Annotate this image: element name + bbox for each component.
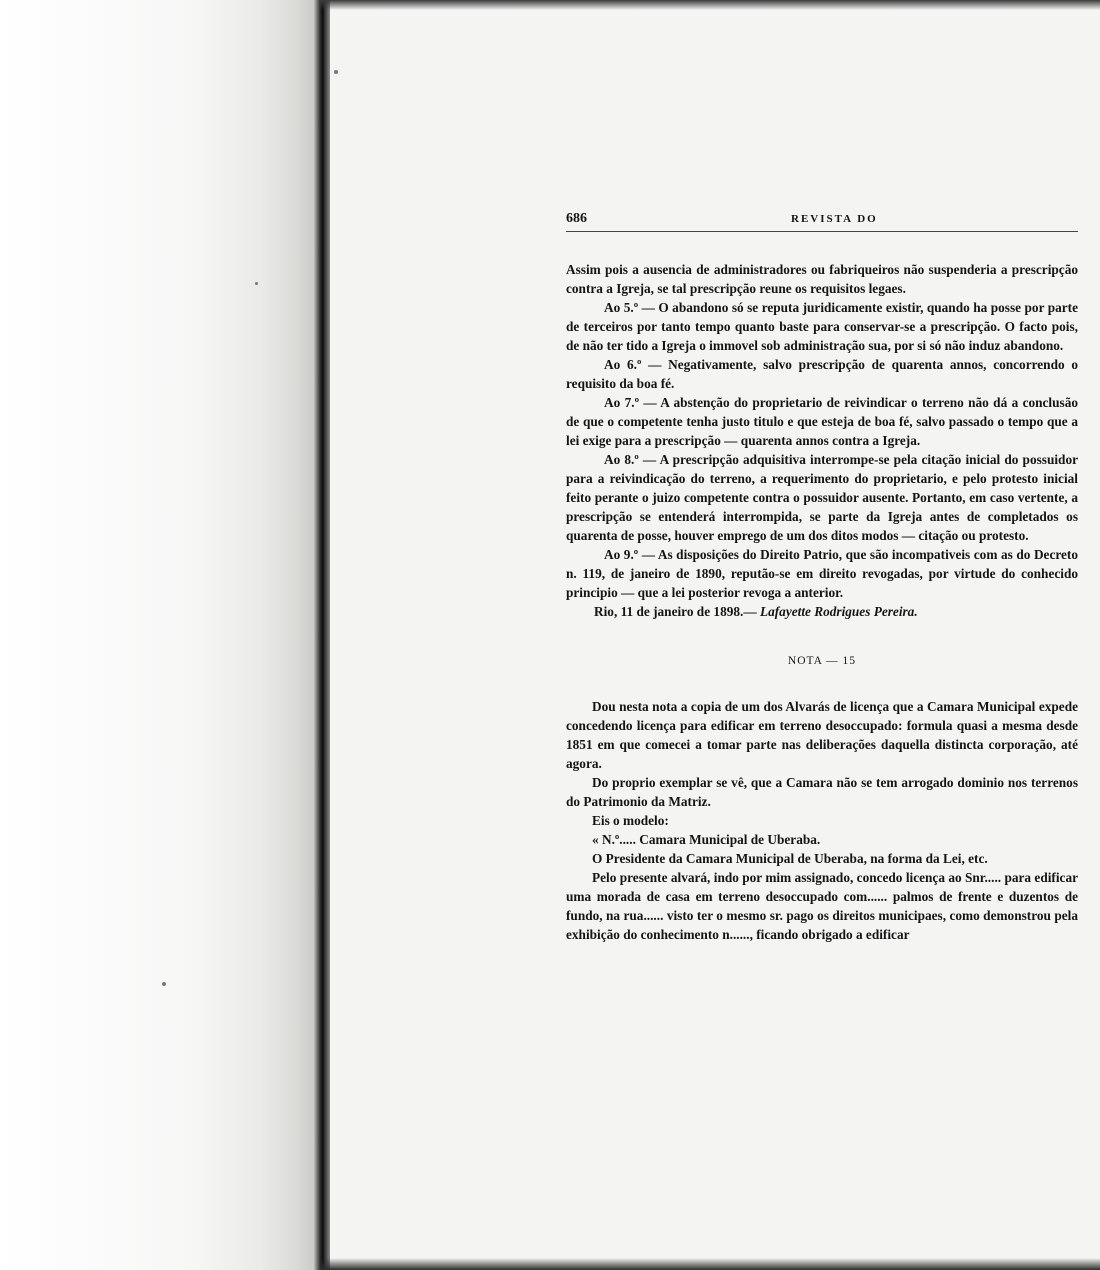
paragraph: Ao 7.º — A abstenção do proprietario de reivindicar o terreno não dá a conclusão de que o competente tenha justo titulo e que esteja de boa fé, salvo passado o tempo que a lei exige para a prescripção — quarenta annos contra a Igreja. <box>566 395 1078 448</box>
paragraph: Ao 6.º — Negativamente, salvo prescripção de quarenta annos, concorrendo o requisito da boa fé. <box>566 357 1078 391</box>
signature-name: Lafayette Rodrigues Pereira. <box>759 604 918 619</box>
note-paragraph: « N.º..... Camara Municipal de Uberaba. <box>592 832 821 847</box>
book-binding-edge <box>314 0 330 1270</box>
running-head <box>566 205 1078 232</box>
book-page <box>566 205 1078 944</box>
note-heading: NOTA — 15 <box>787 655 857 667</box>
scan-top-edge <box>320 0 1100 10</box>
journal-title: REVISTA DO <box>791 213 878 225</box>
scan-speck <box>255 282 258 285</box>
paragraph: Ao 8.º — A prescripção adquisitiva interrompe-se pela citação inicial do possuidor para a reivindicação do terreno, a requerimento do proprietario, e pelo protesto inicial feito perante o juizo competente contra o possuidor ausente. Portanto, em caso vertente, a prescripção se entenderá interrompida, se parte da Igreja antes de completados os quarenta de posse, houver emprego de um dos ditos modos — citação ou protesto. <box>566 452 1078 543</box>
note-paragraph: Eis o modelo: <box>592 813 669 828</box>
scan-bottom-edge <box>320 1258 1100 1270</box>
scan-speck <box>334 70 338 74</box>
scan-speck <box>162 982 166 986</box>
signature-date: Rio, 11 de janeiro de 1898.— <box>594 604 757 619</box>
legal-opinion-text <box>566 260 1078 621</box>
note-paragraph: Pelo presente alvará, indo por mim assignado, concedo licença ao Snr..... para edificar uma morada de casa em terreno desoccupado com...... palmos de frente e duzentos de fundo, na rua...... visto ter o mesmo sr. pago os direitos municipaes, como demonstrou pela exhibição do conhecimento n......, ficando obrigado a edificar <box>566 870 1078 942</box>
note-paragraph: O Presidente da Camara Municipal de Uberaba, na forma da Lei, etc. <box>592 851 988 866</box>
note-paragraph: Do proprio exemplar se vê, que a Camara não se tem arrogado dominio nos terrenos do Patrimonio da Matriz. <box>566 775 1078 809</box>
note-paragraph: Dou nesta nota a copia de um dos Alvarás de licença que a Camara Municipal expede concedendo licença para edificar em terreno desoccupado: formula quasi a mesma desde 1851 em que comecei a tomar parte nas deliberações daquella distincta corporação, até agora. <box>566 699 1078 771</box>
page-number: 686 <box>566 211 587 226</box>
scan-margin-shadow <box>0 0 330 1270</box>
paragraph: Ao 5.º — O abandono só se reputa juridicamente existir, quando ha posse por parte de terceiros por tanto tempo quanto baste para conservar-se a prescripção. O facto pois, de não ter tido a Igreja o immovel sob administração sua, por si só não induz abandono. <box>566 300 1078 353</box>
signature-line <box>566 602 1078 621</box>
paragraph: Ao 9.º — As disposições do Direito Patrio, que são incompativeis com as do Decreto n. 119, de janeiro de 1890, reputão-se em direito revogadas, por virtude do conhecido principio — que a lei posterior revoga a anterior. <box>566 547 1078 600</box>
note-text <box>566 697 1078 944</box>
paragraph: Assim pois a ausencia de administradores ou fabriqueiros não suspenderia a prescripção contra a Igreja, se tal prescripção reune os requisitos legaes. <box>566 262 1078 296</box>
